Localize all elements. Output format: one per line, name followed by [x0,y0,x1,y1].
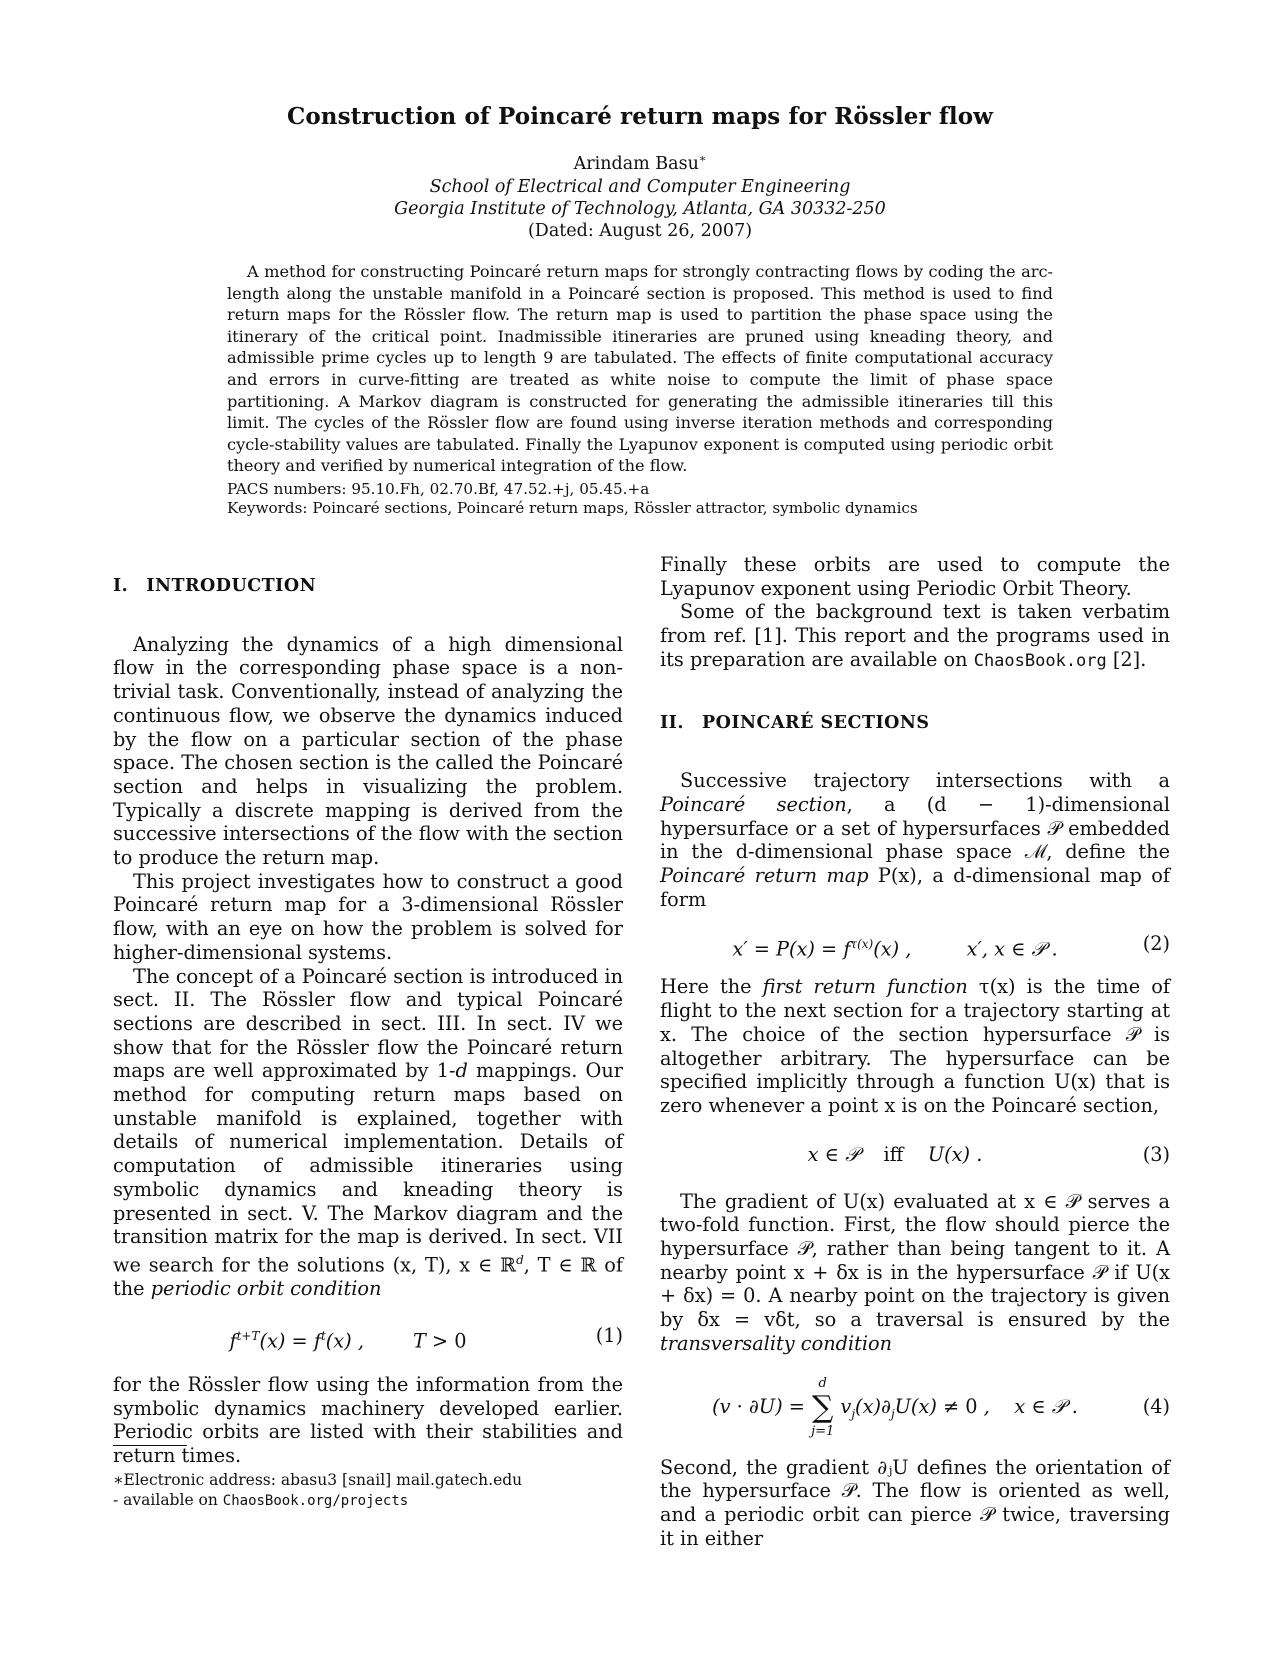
text-run: The concept of a Poincaré section is introduced in sect. II. The Rössler flow and typical Poincaré sections are described in sect. III. In sect. IV we show that for the Rössler flow the Poincaré return maps are well approximated by 1- [113,964,623,1083]
intro-paragraph-3 [113,965,623,1301]
text-run-italic: d [455,1059,468,1083]
equation-2 [660,919,1170,969]
poincare-paragraph-4: Second, the gradient ∂ⱼU defines the orientation of the hypersurface 𝒫. The flow is oriented as well, and a periodic orbit can pierce 𝒫 twice, traversing it in either [660,1455,1170,1550]
poincare-paragraph-2 [660,975,1170,1117]
text-run-italic: Poincaré return map [660,864,869,888]
text-run-italic: Poincaré section [660,792,847,816]
paper-title: Construction of Poincaré return maps for Rössler flow [286,103,994,130]
author-name: Arindam Basu [573,154,699,174]
dated-line: (Dated: August 26, 2007) [527,221,753,241]
intro-paragraph-1: Analyzing the dynamics of a high dimensional flow in the corresponding phase space is a non-trivial task. Conventionally, instead of analyzing the continuous flow, we observe the dynamics induced by the flow on a particular section of the phase space. The chosen section is the called the Poincaré section and helps in visualizing the problem. Typically a discrete mapping is derived from the successive intersections of the flow with the section to produce the return map. [113,632,623,870]
footnote-email: ∗Electronic address: abasu3 [snail] mail.gatech.edu [113,1471,523,1489]
right-paragraph-1 [660,600,1170,673]
section-heading-introduction [113,575,623,599]
chaosbook-projects-link[interactable]: ChaosBook.org/projects [222,1493,409,1509]
text-run: , a (d − 1)-dimensional hypersurface or a set of hypersurfaces 𝒫 embedded in the d-dimensional phase space ℳ, define the [660,792,1170,864]
right-paragraph-continued: Finally these orbits are used to compute the Lyapunov exponent using Periodic Orbit Theory. [660,553,1170,600]
footnote-rule [113,1445,187,1446]
equation-3 [660,1130,1170,1180]
summation-symbol: d ∑ j=1 [811,1375,835,1439]
affiliation-line-2: Georgia Institute of Technology, Atlanta, GA 30332-250 [394,199,886,219]
equation-body: $f^{t+T}(x) = f^t(x)$ , T > 0 [229,1328,467,1353]
equation-body: x ∈ 𝒫 iff U(x) . [807,1142,983,1166]
text-run-italic: periodic orbit condition [150,1277,382,1301]
equation-number: (2) [1142,932,1170,956]
section-number: I. [113,576,129,596]
author-footnote-mark: ∗ [698,152,707,166]
pacs-numbers: PACS numbers: 95.10.Fh, 02.70.Bf, 47.52.+j, 05.45.+a [227,480,650,498]
poincare-paragraph-1 [660,769,1170,911]
text-run: Here the [660,975,763,999]
keywords: Keywords: Poincaré sections, Poincaré return maps, Rössler attractor, symbolic dynamics [227,499,918,517]
text-run: - available on [113,1491,223,1509]
right-column [660,553,1170,1550]
affiliation-line-1: School of Electrical and Computer Engineering [429,177,851,197]
section-heading-poincare [660,712,1170,736]
section-number: II. [660,712,684,733]
text-run: Some of the background text is taken verbatim from ref. [1]. This report and the programs used in its preparation are available on [660,600,1170,671]
text-run: mappings. Our method for computing return maps based on unstable manifold is explained, together with details of numerical implementation. Details of computation of admissible itineraries using symbolic dynamics and kneading theory is presented in sect. V. The Markov diagram and the transition matrix for the map is derived. In sect. VII we search for the solutions (x, T), x ∈ ℝ [113,1059,623,1277]
equation-body: $x' = P(x) = f^{\tau(x)}(x)$ , x′, x ∈ 𝒫 . [732,937,1058,961]
intro-paragraph-2: This project investigates how to construct a good Poincaré return map for a 3-dimensional Rössler flow, with an eye on how the problem is solved for higher-dimensional systems. [113,869,623,964]
equation-number: (4) [1142,1394,1170,1418]
text-run: τ(x) is the time of flight to the next section for a trajectory starting at x. The choice of the section hypersurface 𝒫 is altogether arbitrary. The hypersurface can be specified implicitly through a function U(x) that is zero whenever a point x is on the Poincaré section, [660,975,1170,1117]
equation-body: (v · ∂U) = d ∑ j=1 $v_j(x)\partial_jU(x) \ne 0$ , x ∈ 𝒫 . [712,1375,1078,1439]
left-column [113,575,623,1468]
equation-4 [660,1366,1170,1448]
equation-number: (3) [1142,1142,1170,1166]
equation-1 [113,1311,623,1361]
text-run-italic: first return function [762,975,968,999]
equation-number: (1) [595,1323,623,1347]
text-run-italic: transversality condition [660,1331,893,1355]
intro-paragraph-4: for the Rössler flow using the information from the symbolic dynamics machinery developed earlier. Periodic orbits are listed with their stabilities and return times. [113,1372,623,1467]
section-title: POINCARÉ SECTIONS [701,712,930,733]
text-run: P(x), a d-dimensional map of form [660,864,1170,911]
poincare-paragraph-3 [660,1190,1170,1356]
text-run: The gradient of U(x) evaluated at x ∈ 𝒫 serves a two-fold function. First, the flow should pierce the hypersurface 𝒫, rather than being tangent to it. A nearby point x + δx is in the hypersurface 𝒫 if U(x + δx) = 0. A nearby point on the trajectory is given by δx = vδt, so a traversal is ensured by the [660,1189,1170,1332]
superscript: d [516,1252,524,1267]
text-run: [2]. [1106,647,1147,671]
footnote-availability [113,1490,633,1511]
author-line [0,153,1280,175]
text-run: , T ∈ ℝ of the [113,1253,623,1301]
abstract: A method for constructing Poincaré return maps for strongly contracting flows by coding the arc-length along the unstable manifold in a Poincaré section is proposed. This method is used to find return maps for the Rössler flow. The return map is used to partition the phase space using the itinerary of the critical point. Inadmissible itineraries are pruned using kneading theory, and admissible prime cycles up to length 9 are tabulated. The effects of finite computational accuracy and errors in curve-fitting are treated as white noise to compute the limit of phase space partitioning. A Markov diagram is constructed for generating the admissible itineraries till this limit. The cycles of the Rössler flow are found using inverse iteration methods and corresponding cycle-stability values are tabulated. Finally the Lyapunov exponent is computed using periodic orbit theory and verified by numerical integration of the flow. [227,262,1053,476]
section-title: INTRODUCTION [146,576,317,596]
text-run: Successive trajectory intersections with a [680,769,1170,793]
chaosbook-link[interactable]: ChaosBook.org [973,650,1107,671]
